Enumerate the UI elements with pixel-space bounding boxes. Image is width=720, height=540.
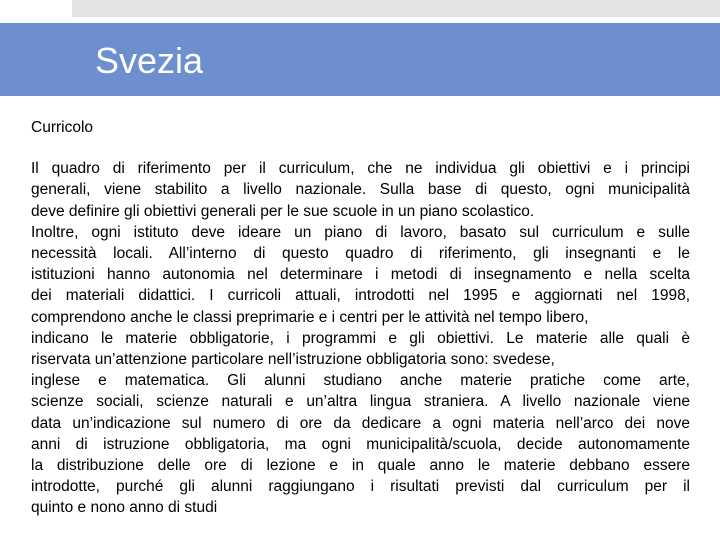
- text-line: deve definire gli obiettivi generali per le sue scuole in un piano scolastico.: [31, 202, 535, 220]
- text-line: comprendono anche le classi preprimarie e i centri per le attività nel tempo libero,: [31, 308, 589, 326]
- top-decorative-strip: [72, 0, 720, 17]
- text-line: necessità locali. All’interno di questo quadro di riferimento, gli insegnanti e le: [31, 245, 690, 263]
- text-line: generali, viene stabilito a livello nazionale. Sulla base di questo, ogni municipalità: [31, 181, 690, 199]
- slide-content: [31, 117, 690, 519]
- text-line: riservata un’attenzione particolare nell’istruzione obbligatoria sono: svedese,: [31, 351, 555, 369]
- text-line: introdotte, purché gli alunni raggiungano i risultati previsti dal curriculum per il: [31, 478, 690, 496]
- section-heading: Curricolo: [31, 119, 94, 136]
- body-paragraph: [31, 158, 690, 518]
- text-line: Inoltre, ogni istituto deve ideare un piano di lavoro, basato sul curriculum e sulle: [31, 223, 690, 241]
- text-line: scienze sociali, scienze naturali e un’altra lingua straniera. A livello nazionale viene: [31, 393, 690, 411]
- text-line: data un’indicazione sul numero di ore da dedicare a ogni materia nell’arco dei nove: [31, 414, 690, 432]
- text-line: indicano le materie obbligatorie, i programmi e gli obiettivi. Le materie alle quali è: [31, 329, 690, 347]
- text-line: la distribuzione delle ore di lezione e in quale anno le materie debbano essere: [31, 457, 690, 475]
- title-bar: [0, 23, 720, 96]
- text-line: istituzioni hanno autonomia nel determinare i metodi di insegnamento e nella scelta: [31, 266, 690, 284]
- text-line: quinto e nono anno di studi: [31, 499, 218, 517]
- text-line: dei materiali didattici. I curricoli attuali, introdotti nel 1995 e aggiornati nel 1998,: [31, 287, 690, 305]
- text-line: Il quadro di riferimento per il curriculum, che ne individua gli obiettivi e i principi: [31, 160, 690, 178]
- text-line: inglese e matematica. Gli alunni studiano anche materie pratiche come arte,: [31, 372, 690, 390]
- text-line: anni di istruzione obbligatoria, ma ogni municipalità/scuola, decide autonomamente: [31, 435, 690, 453]
- slide-title: Svezia: [95, 40, 204, 81]
